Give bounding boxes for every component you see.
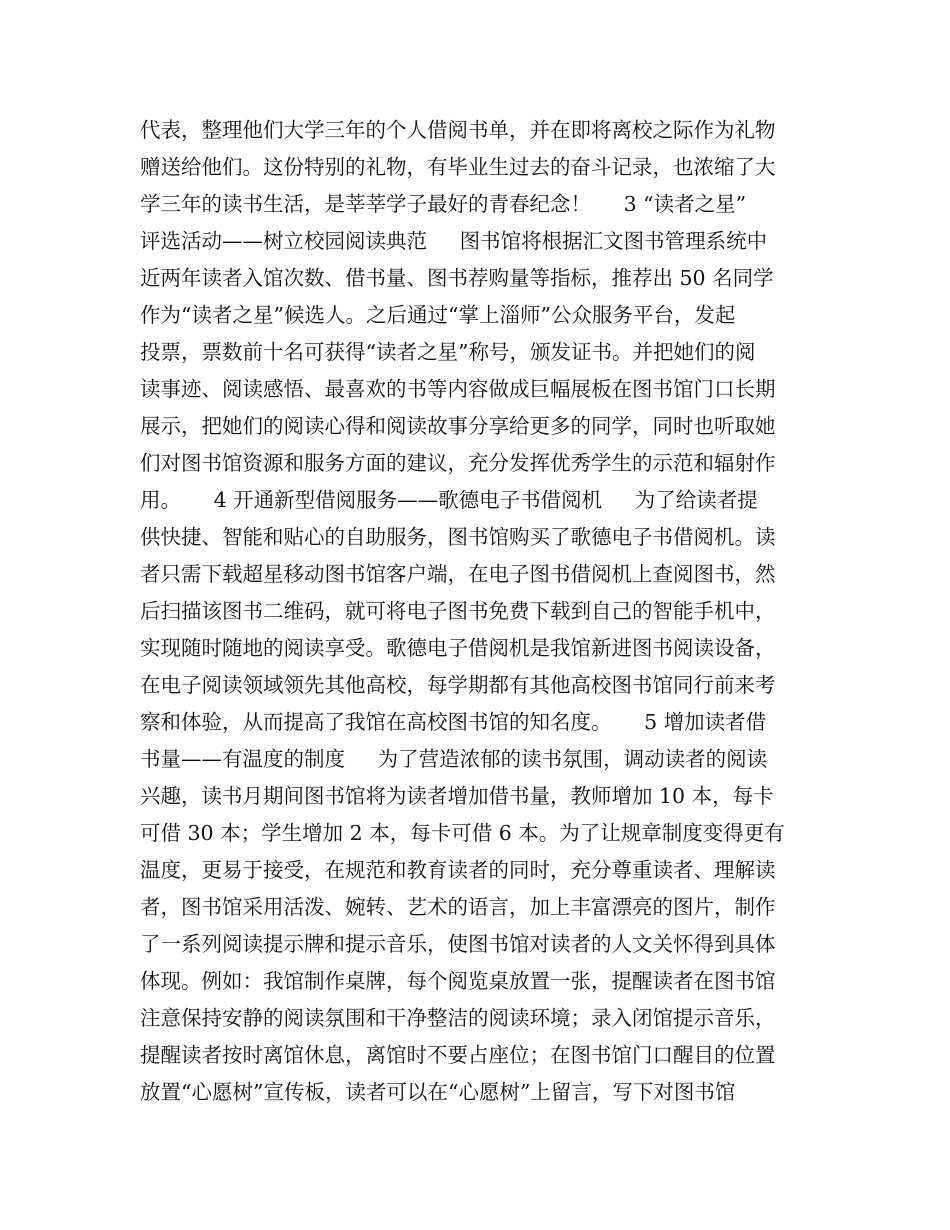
text-line: 在电子阅读领域领先其他高校，每学期都有其他高校图书馆同行前来考	[140, 673, 776, 697]
text-line: 书量——有温度的制度 为了营造浓郁的读书氛围，调动读者的阅读	[140, 747, 768, 771]
text-line: 用。 4 开通新型借阅服务——歌德电子书借阅机 为了给读者提	[140, 488, 758, 512]
text-line: 实现随时随地的阅读享受。歌德电子借阅机是我馆新进图书阅读设备，	[140, 636, 776, 660]
text-line: 察和体验，从而提高了我馆在高校图书馆的知名度。 5 增加读者借	[140, 710, 767, 734]
text-line: 注意保持安静的阅读氛围和干净整洁的阅读环境；录入闭馆提示音乐，	[140, 1006, 776, 1030]
text-line: 近两年读者入馆次数、借书量、图书荐购量等指标，推荐出 50 名同学	[140, 266, 774, 290]
text-line: 者只需下载超星移动图书馆客户端，在电子图书借阅机上查阅图书，然	[140, 562, 776, 586]
text-line: 供快捷、智能和贴心的自助服务，图书馆购买了歌德电子书借阅机。读	[140, 525, 776, 549]
text-line: 赠送给他们。这份特别的礼物，有毕业生过去的奋斗记录，也浓缩了大	[140, 155, 776, 179]
text-line: 可借 30 本；学生增加 2 本，每卡可借 6 本。为了让规章制度变得更有	[140, 821, 785, 845]
text-line: 提醒读者按时离馆休息，离馆时不要占座位；在图书馆门口醒目的位置	[140, 1043, 776, 1067]
body-text	[140, 112, 820, 1111]
text-line: 投票，票数前十名可获得“读者之星”称号，颁发证书。并把她们的阅	[140, 340, 756, 364]
text-line: 们对图书馆资源和服务方面的建议，充分发挥优秀学生的示范和辐射作	[140, 451, 776, 475]
text-line: 代表，整理他们大学三年的个人借阅书单，并在即将离校之际作为礼物	[140, 118, 776, 142]
text-line: 放置“心愿树”宣传板，读者可以在“心愿树”上留言，写下对图书馆	[140, 1080, 736, 1104]
text-line: 后扫描该图书二维码，就可将电子图书免费下载到自己的智能手机中，	[140, 599, 776, 623]
text-line: 温度，更易于接受，在规范和教育读者的同时，充分尊重读者、理解读	[140, 858, 776, 882]
text-line: 读事迹、阅读感悟、最喜欢的书等内容做成巨幅展板在图书馆门口长期	[140, 377, 776, 401]
text-line: 展示，把她们的阅读心得和阅读故事分享给更多的同学，同时也听取她	[140, 414, 776, 438]
text-line: 者，图书馆采用活泼、婉转、艺术的语言，加上丰富漂亮的图片，制作	[140, 895, 776, 919]
text-line: 学三年的读书生活，是莘莘学子最好的青春纪念！ 3 “读者之星”	[140, 192, 747, 216]
text-line: 体现。例如：我馆制作桌牌，每个阅览桌放置一张，提醒读者在图书馆	[140, 969, 776, 993]
text-line: 兴趣，读书月期间图书馆将为读者增加借书量，教师增加 10 本，每卡	[140, 784, 774, 808]
text-line: 了一系列阅读提示牌和提示音乐，使图书馆对读者的人文关怀得到具体	[140, 932, 776, 956]
text-line: 作为“读者之星”候选人。之后通过“掌上淄师”公众服务平台，发起	[140, 303, 736, 327]
text-line: 评选活动——树立校园阅读典范 图书馆将根据汇文图书管理系统中	[140, 229, 768, 253]
